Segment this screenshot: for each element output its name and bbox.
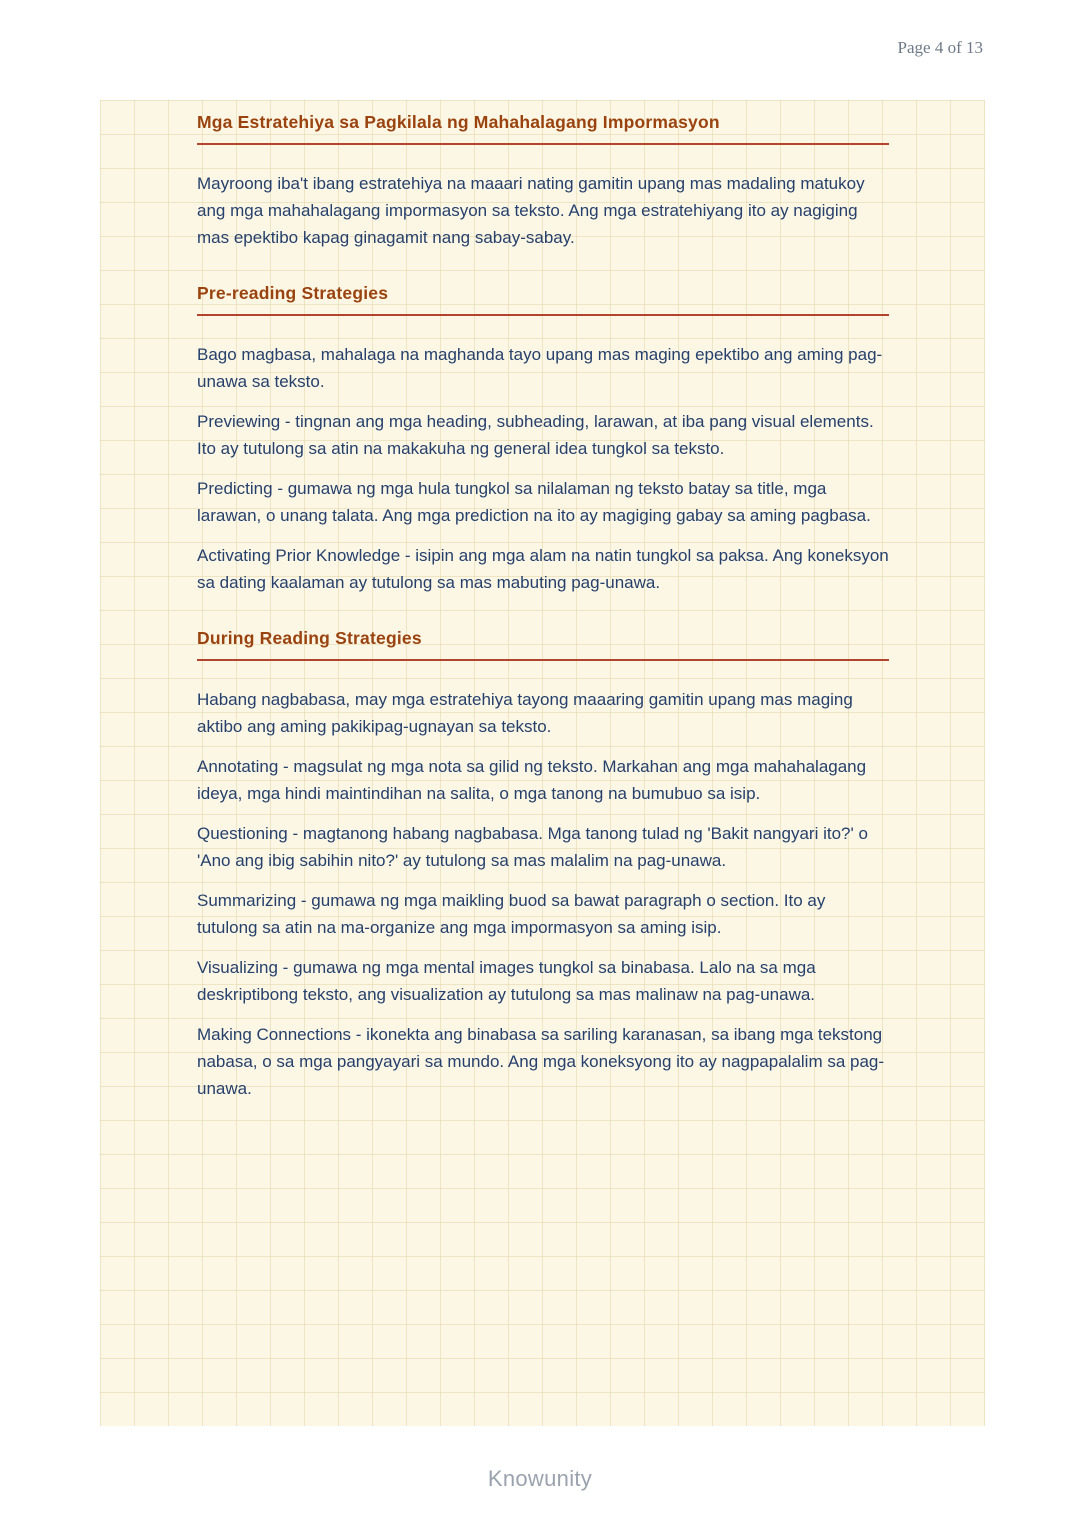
footer-brand: Knowunity <box>487 1466 593 1491</box>
note-content <box>197 109 889 1115</box>
paragraph: Previewing - tingnan ang mga heading, subheading, larawan, at iba pang visual elements. Ito ay tutulong sa atin na makakuha ng general idea tungkol sa teksto. <box>197 412 874 458</box>
paragraph: Annotating - magsulat ng mga nota sa gilid ng teksto. Markahan ang mga mahahalagang ideya, mga hindi maintindihan na salita, o mga tanong na bumubuo sa isip. <box>197 757 867 803</box>
section-heading: Pre-reading Strategies <box>197 283 389 303</box>
section-heading: Mga Estratehiya sa Pagkilala ng Mahahalagang Impormasyon <box>197 112 720 132</box>
heading-rule <box>197 314 889 316</box>
paragraph: Questioning - magtanong habang nagbabasa. Mga tanong tulad ng 'Bakit nangyari ito?' o 'Ano ang ibig sabihin nito?' ay tutulong sa mas malalim na pag-unawa. <box>197 824 868 870</box>
heading-rule <box>197 659 889 661</box>
paragraph: Making Connections - ikonekta ang binabasa sa sariling karanasan, sa ibang mga tekstong nabasa, o sa mga pangyayari sa mundo. Ang mga koneksyong ito ay nagpapalalim sa pag-unawa. <box>197 1025 885 1098</box>
paragraph: Habang nagbabasa, may mga estratehiya tayong maaaring gamitin upang mas maging aktibo ang aming pakikipag-ugnayan sa teksto. <box>197 690 853 736</box>
paragraph: Summarizing - gumawa ng mga maikling buod sa bawat paragraph o section. Ito ay tutulong sa atin na ma-organize ang mga impormasyon sa aming isip. <box>197 891 826 937</box>
paragraph: Visualizing - gumawa ng mga mental images tungkol sa binabasa. Lalo na sa mga deskriptibong teksto, ang visualization ay tutulong sa mas malinaw na pag-unawa. <box>197 958 816 1004</box>
paragraph: Activating Prior Knowledge - isipin ang mga alam na natin tungkol sa paksa. Ang koneksyon sa dating kaalaman ay tutulong sa mas mabuting pag-unawa. <box>197 546 889 592</box>
paragraph: Predicting - gumawa ng mga hula tungkol sa nilalaman ng teksto batay sa title, mga larawan, o unang talata. Ang mga prediction na ito ay magiging gabay sa aming pagbasa. <box>197 479 871 525</box>
section-heading: During Reading Strategies <box>197 628 422 648</box>
paragraph: Mayroong iba't ibang estratehiya na maaari nating gamitin upang mas madaling matukoy ang mga mahahalagang impormasyon sa teksto. Ang mga estratehiyang ito ay nagiging mas epektibo kapag ginagamit nang sabay-sabay. <box>197 174 865 247</box>
section-pre-reading <box>197 280 889 596</box>
section-intro <box>197 109 889 251</box>
paragraph: Bago magbasa, mahalaga na maghanda tayo upang mas maging epektibo ang aming pag-unawa sa teksto. <box>197 345 883 391</box>
section-during-reading <box>197 625 889 1102</box>
heading-rule <box>197 143 889 145</box>
note-paper-grid <box>100 100 985 1426</box>
page-number-indicator: Page 4 of 13 <box>897 38 983 57</box>
